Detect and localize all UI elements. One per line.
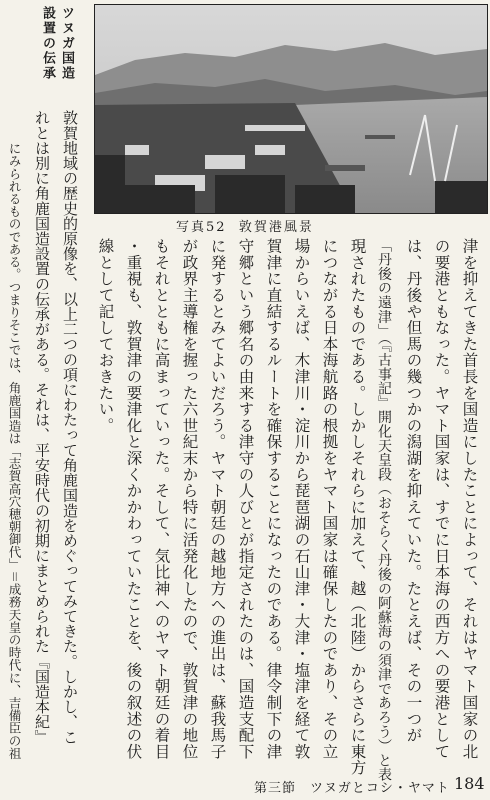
- harbor-photo: [94, 4, 488, 214]
- upper-text-line-4: 「丹後の遠津」（『古事記』開化天皇段（おそらく丹後の阿蘇海の須津であろう）と表: [376, 238, 392, 782]
- upper-text-line-1: 津を抑えてきた首長を国造にしたことによって、それはヤマト国家の北: [460, 238, 479, 760]
- upper-text-line-13: ・重視も、敦賀津の要津化と深くかかわっていたことを、後の叙述の伏: [124, 238, 143, 760]
- photo-caption-text: 敦賀港風景: [238, 220, 314, 235]
- lower-text-line-2: れとは別に角鹿国造設置の伝承がある。それは、平安時代の初期にまとめられた『国造本紀』: [33, 110, 51, 745]
- photo-caption-label: 写真52: [176, 220, 227, 235]
- upper-text-line-6: につながる日本海航路の根拠をヤマト国家は確保したのであり、その立: [320, 238, 339, 760]
- upper-text-line-2: の要港ともなった。ヤマト国家は、すでに日本海の西方への要港として: [432, 238, 451, 760]
- upper-text-line-7: 場からいえば、木津川・淀川から琵琶湖の石山津・大津・塩津を経て敦: [292, 238, 311, 760]
- upper-text-line-5: 現されたものである。しかしそれらに加えて、越（北陸）からさらに東方: [348, 238, 367, 776]
- side-heading-line-1: ツヌガ国造: [59, 6, 74, 81]
- photo-caption: [176, 216, 314, 235]
- upper-text-line-14: 線として記しておきたい。: [96, 238, 115, 434]
- harbor-scene-image: [95, 5, 487, 213]
- upper-text-line-9: 守郷という郷名の由来する津守の人びとが指定されたのは、国造支配下: [236, 238, 255, 760]
- footer-section-title: 第三節 ツヌガとコシ・ヤマト: [254, 781, 450, 796]
- page-number: 184: [454, 774, 485, 793]
- upper-text-line-3: は、丹後や但馬の幾つかの潟湖を抑えていた。たとえば、その一つが: [404, 238, 423, 744]
- upper-text-line-11: が政界主導権を握った六世紀末から特に活発化したので、敦賀津の地位: [180, 238, 199, 760]
- upper-text-line-10: に発するとみてよいだろう。ヤマト朝廷の越地方への進出は、蘇我馬子: [208, 238, 227, 760]
- upper-text-line-8: 賀津に直結するルートを確保することになったのである。律令制下の津: [264, 238, 283, 760]
- side-heading-line-2: 設置の伝承: [40, 6, 55, 81]
- lower-text-line-1: 敦賀地域の歴史的原像を、以上二つの項にわたって角鹿国造をめぐってみてきた。しかし、こ: [61, 110, 79, 745]
- upper-text-line-12: もそれとともに高まっていった。そして、気比神へのヤマト朝廷の着目: [152, 238, 171, 760]
- lower-text-line-3: にみられるものである。つまりそこでは、角鹿国造は「志賀高穴穂朝御代」＝成務天皇の時代に、吉備臣の祖: [6, 142, 22, 760]
